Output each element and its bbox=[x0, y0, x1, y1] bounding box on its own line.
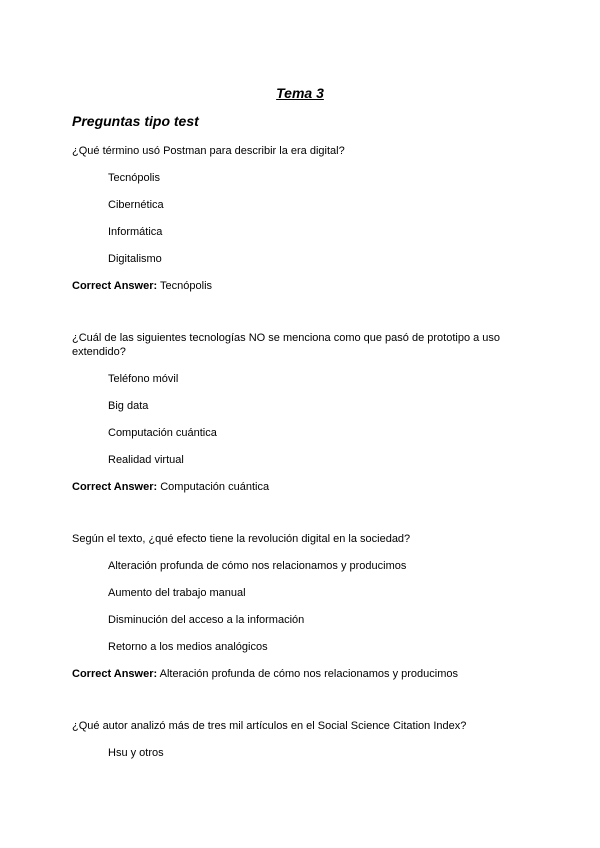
answer-value: Computación cuántica bbox=[160, 481, 270, 493]
answer-label: Correct Answer: bbox=[72, 280, 158, 292]
question-block-4 bbox=[72, 719, 532, 760]
option-item: Realidad virtual bbox=[108, 454, 184, 466]
option-item: Disminución del acceso a la información bbox=[108, 614, 305, 626]
correct-answer bbox=[72, 667, 532, 681]
question-block-3 bbox=[72, 532, 532, 681]
question-text: Según el texto, ¿qué efecto tiene la revolución digital en la sociedad? bbox=[72, 533, 411, 545]
answer-label: Correct Answer: bbox=[72, 481, 158, 493]
question-block-1 bbox=[72, 144, 532, 293]
answer-value: Alteración profunda de cómo nos relacionamos y producimos bbox=[159, 668, 459, 680]
option-item: Retorno a los medios analógicos bbox=[108, 641, 268, 653]
option-item: Computación cuántica bbox=[108, 427, 217, 439]
section-heading: Preguntas tipo test bbox=[72, 113, 199, 129]
question-text: ¿Qué término usó Postman para describir la era digital? bbox=[72, 145, 345, 157]
question-text: ¿Cuál de las siguientes tecnologías NO se menciona como que pasó de prototipo a uso extendido? bbox=[72, 332, 501, 358]
option-item: Hsu y otros bbox=[108, 747, 164, 759]
option-list bbox=[72, 171, 532, 266]
question-block-2 bbox=[72, 331, 532, 494]
page-title: Tema 3 bbox=[276, 85, 324, 101]
option-item: Informática bbox=[108, 226, 163, 238]
correct-answer bbox=[72, 480, 532, 494]
correct-answer bbox=[72, 279, 532, 293]
question-text: ¿Qué autor analizó más de tres mil artículos en el Social Science Citation Index? bbox=[72, 720, 467, 732]
option-list bbox=[72, 372, 532, 467]
option-item: Teléfono móvil bbox=[108, 373, 179, 385]
option-item: Cibernética bbox=[108, 199, 164, 211]
option-item: Tecnópolis bbox=[108, 172, 160, 184]
answer-label: Correct Answer: bbox=[72, 668, 158, 680]
option-item: Alteración profunda de cómo nos relacionamos y producimos bbox=[108, 560, 407, 572]
option-item: Aumento del trabajo manual bbox=[108, 587, 246, 599]
option-list bbox=[72, 746, 532, 760]
option-item: Digitalismo bbox=[108, 253, 162, 265]
option-list bbox=[72, 559, 532, 654]
answer-value: Tecnópolis bbox=[160, 280, 213, 292]
option-item: Big data bbox=[108, 400, 149, 412]
